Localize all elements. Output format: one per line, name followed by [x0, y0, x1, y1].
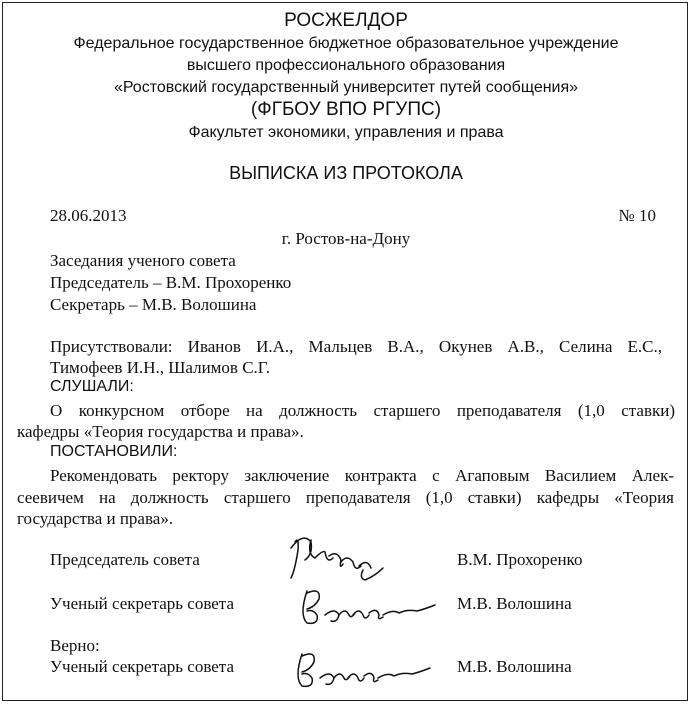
signature-role: Ученый секретарь совета: [50, 657, 234, 676]
secretary-signature: [290, 648, 440, 693]
agency-name: РОСЖЕЛДОР: [284, 10, 408, 31]
chairman-line: Председатель – В.М. Прохоренко: [50, 273, 292, 292]
city: г. Ростов-на-Дону: [281, 229, 411, 248]
signature-name: М.В. Волошина: [457, 657, 572, 676]
present-line-1: Присутствовали: Иванов И.А., Мальцев В.А., Окунев А.В., Селина Е.С.,: [50, 337, 662, 356]
document-title: ВЫПИСКА ИЗ ПРОТОКОЛА: [229, 163, 463, 183]
heard-line-2: кафедры «Теория государства и права».: [17, 422, 304, 441]
signature-name: В.М. Прохоренко: [457, 550, 583, 569]
institution-line-1: Федеральное государственное бюджетное образовательное учреждение: [73, 35, 619, 52]
signature-role: Председатель совета: [50, 550, 200, 569]
protocol-date: 28.06.2013: [50, 206, 127, 225]
heard-line-1: О конкурсном отборе на должность старшего преподавателя (1,0 ставки): [50, 401, 675, 420]
faculty-name: Факультет экономики, управления и права: [188, 124, 504, 141]
present-line-2: Тимофеев И.Н., Шалимов С.Г.: [50, 358, 270, 377]
institution-line-2: высшего профессионального образования: [186, 57, 506, 74]
certification-label: Верно:: [50, 636, 100, 655]
signature-role: Ученый секретарь совета: [50, 594, 234, 613]
institution-line-3: «Ростовский государственный университет путей сообщения»: [113, 79, 579, 96]
chairman-signature: [285, 528, 390, 583]
secretary-line: Секретарь – М.В. Волошина: [50, 295, 257, 314]
heard-heading: СЛУШАЛИ:: [50, 378, 134, 395]
decided-line-3: государства и права».: [17, 509, 174, 528]
meeting-type: Заседания ученого совета: [50, 251, 236, 270]
decided-line-1: Рекомендовать ректору заключение контракта с Агаповым Василием Алек-: [50, 466, 674, 485]
decided-heading: ПОСТАНОВИЛИ:: [50, 443, 178, 460]
secretary-signature: [295, 585, 445, 630]
institution-abbreviation: (ФГБОУ ВПО РГУПС): [250, 99, 442, 120]
decided-line-2: сеевичем на должность старшего преподавателя (1,0 ставки) кафедры «Теория: [17, 488, 674, 507]
signature-name: М.В. Волошина: [457, 594, 572, 613]
protocol-number: № 10: [618, 206, 656, 225]
